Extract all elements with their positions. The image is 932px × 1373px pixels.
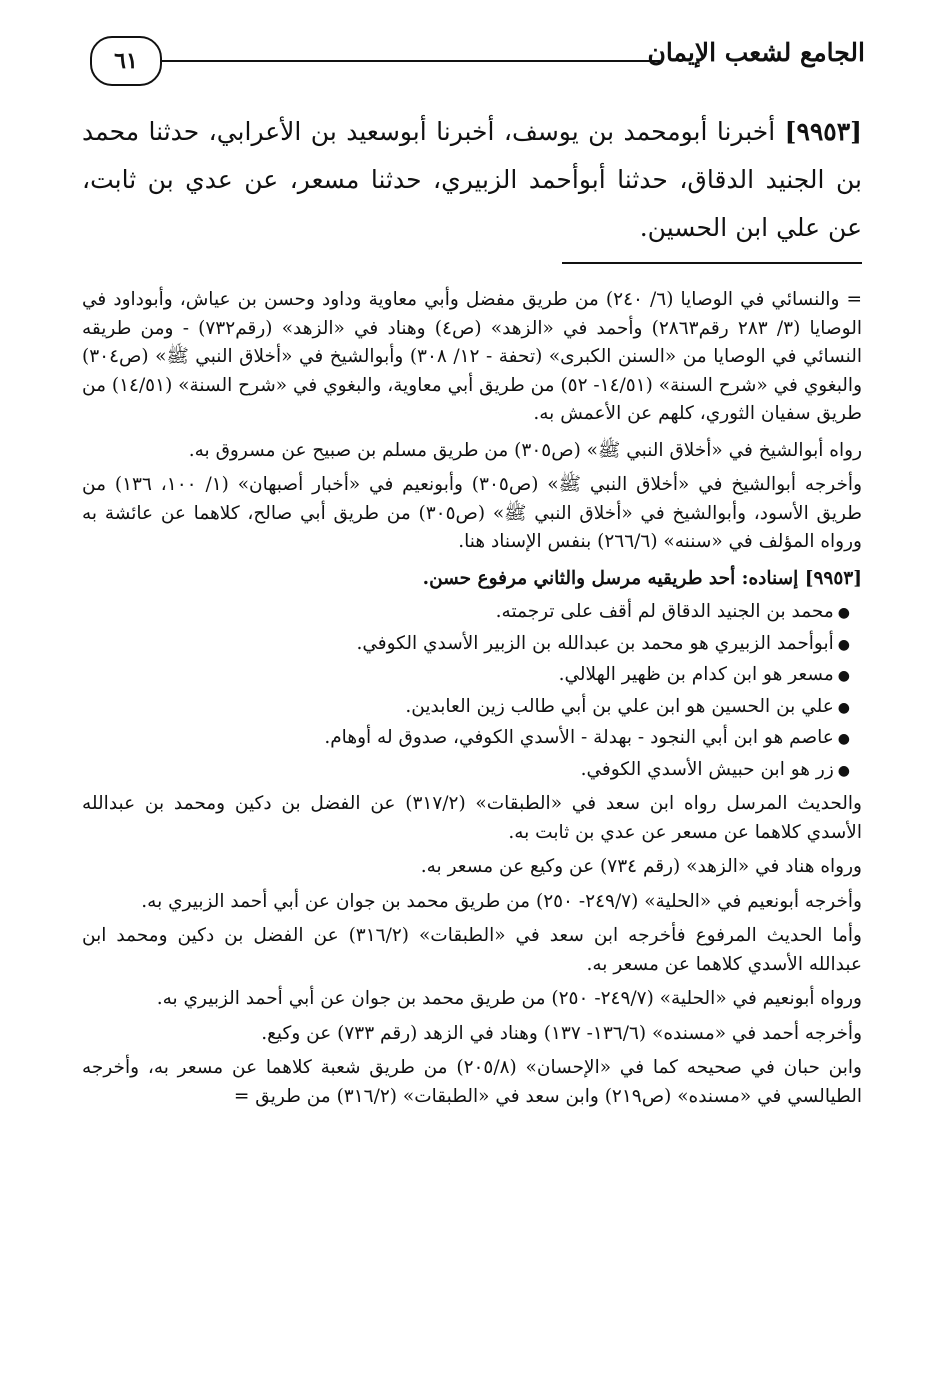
page-number: ٦١	[90, 36, 162, 86]
narrator-item: ●أبوأحمد الزبيري هو محمد بن عبدالله بن الزبير الأسدي الكوفي.	[82, 629, 850, 661]
narrator-item: ●محمد بن الجنيد الدقاق لم أقف على ترجمته.	[82, 597, 850, 629]
bullet-icon: ●	[837, 699, 850, 716]
bullet-icon: ●	[837, 762, 850, 779]
narrator-list	[82, 597, 862, 786]
hadith-body: أخبرنا أبومحمد بن يوسف، أخبرنا أبوسعيد بن الأعرابي، حدثنا محمد بن الجنيد الدقاق، حدثنا أبوأحمد الزبيري، حدثنا مسعر، عن عدي بن ثابت، عن علي ابن الحسين.	[82, 117, 862, 242]
isnad-heading: [٩٩٥٣] إسناده: أحد طريقيه مرسل والثاني مرفوع حسن.	[422, 567, 862, 589]
footnote-paragraph: رواه أبوالشيخ في «أخلاق النبي ﷺ» (ص٣٠٥) من طريق مسلم بن صبيح عن مسروق به.	[188, 439, 862, 461]
header-rule	[160, 60, 660, 62]
takhrij-paragraph: وابن حبان في صحيحه كما في «الإحسان» (٢٠٥/٨) من طريق شعبة كلاهما عن مسعر به، وأخرجه الطيالسي في «مسنده» (ص٢١٩) وابن سعد في «الطبقات» (٣١٦/٢) من طريق =	[82, 1057, 862, 1107]
bullet-icon: ●	[837, 731, 850, 747]
footnotes	[82, 286, 862, 1117]
footnote-continuation: = والنسائي في الوصايا (٦/ ٢٤٠) من طريق مفضل وأبي معاوية وداود وحسن بن عياش، وأبوداود في الوصايا (٣/ ٢٨٣ رقم٢٨٦٣) وأحمد في «الزهد» (ص٤) وهناد في «الزهد» (رقم٧٣٢) - ومن طريقه النسائي في الوصايا من «السنن الكبرى» (تحفة - ١٢/ ٣٠٨) وأبوالشيخ في «أخلاق النبي ﷺ» (ص٣٠٤) والبغوي في «شرح السنة» (١٤/٥١- ٥٢) من طريق أبي معاوية، والبغوي في «شرح السنة» (١٤/٥١) من طريق سفيان الثوري، كلهم عن الأعمش به.	[81, 289, 863, 424]
takhrij-paragraph: ورواه هناد في «الزهد» (رقم ٧٣٤) عن وكيع عن مسعر به.	[420, 856, 862, 877]
footnote-paragraph: وأخرجه أبوالشيخ في «أخلاق النبي ﷺ» (ص٣٠٥) وأبونعيم في «أخبار أصبهان» (١/ ١٠٠، ١٣٦) من طريق الأسود، وأبوالشيخ في «أخلاق النبي ﷺ» (ص٣٠٥) من طريق أبي صالح، كلاهما عن عائشة به ورواه المؤلف في «سننه» (٢٦٦/٦) بنفس الإسناد هنا.	[82, 474, 862, 552]
page-header	[90, 32, 865, 92]
hadith-number: [٩٩٥٣]	[784, 117, 862, 146]
narrator-item: ●عاصم هو ابن أبي النجود - بهدلة - الأسدي الكوفي، صدوق له أوهام.	[82, 723, 850, 755]
takhrij-paragraph: وأخرجه أحمد في «مسنده» (١٣٦/٦- ١٣٧) وهناد في الزهد (رقم ٧٣٣) عن وكيع.	[261, 1022, 862, 1044]
bullet-icon: ●	[837, 636, 850, 653]
takhrij-paragraph: وأما الحديث المرفوع فأخرجه ابن سعد في «الطبقات» (٣١٦/٢) عن الفضل بن دكين ومحمد ابن عبدالله الأسدي كلاهما عن مسعر به.	[82, 925, 862, 975]
takhrij-paragraph: والحديث المرسل رواه ابن سعد في «الطبقات» (٣١٧/٢) عن الفضل بن دكين ومحمد بن عبدالله الأسدي كلاهما عن مسعر عن عدي بن ثابت به.	[82, 793, 862, 843]
narrator-item: ●علي بن الحسين هو ابن علي بن أبي طالب زين العابدين.	[82, 692, 850, 724]
bullet-icon: ●	[837, 605, 850, 621]
takhrij-paragraph: وأخرجه أبونعيم في «الحلية» (٢٤٩/٧- ٢٥٠) من طريق محمد بن جوان عن أبي أحمد الزبيري به.	[141, 890, 862, 912]
hadith-text	[82, 108, 862, 252]
narrator-item: ●مسعر هو ابن كدام بن ظهير الهلالي.	[82, 660, 850, 692]
bullet-icon: ●	[837, 668, 850, 684]
takhrij-paragraph: ورواه أبونعيم في «الحلية» (٢٤٩/٧- ٢٥٠) من طريق محمد بن جوان عن أبي أحمد الزبيري به.	[156, 988, 862, 1009]
book-title: الجامع لشعب الإيمان	[647, 38, 865, 67]
footnote-separator	[562, 262, 862, 264]
narrator-item: ●زر هو ابن حبيش الأسدي الكوفي.	[82, 755, 850, 787]
